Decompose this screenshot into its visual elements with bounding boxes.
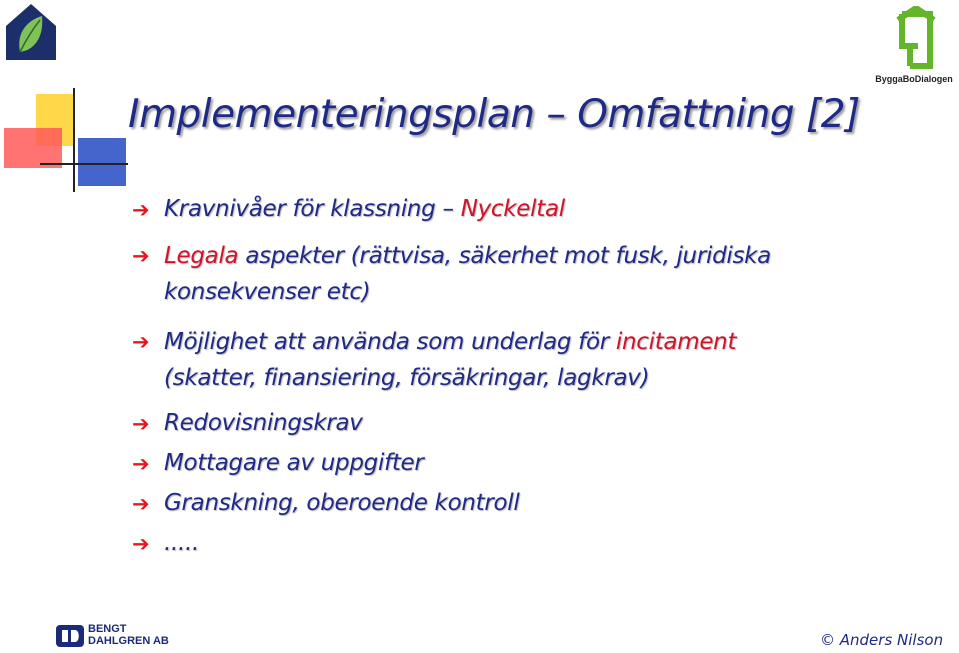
decorative-squares bbox=[0, 88, 130, 192]
bullet-text: Möjlighet att använda som underlag för bbox=[164, 329, 616, 355]
bullet-mottagare bbox=[132, 450, 932, 476]
byggabodialogen-logo bbox=[872, 6, 956, 90]
arrow-icon: ➔ bbox=[132, 412, 150, 436]
copyright-text: © Anders Nilson bbox=[820, 631, 944, 649]
bullet-text: Granskning, oberoende kontroll bbox=[164, 490, 520, 516]
arrow-icon: ➔ bbox=[132, 452, 150, 476]
bullet-text-continued: konsekvenser etc) bbox=[164, 279, 371, 305]
leaf-logo bbox=[4, 2, 58, 62]
bullet-text: Kravnivåer för klassning – bbox=[164, 196, 461, 222]
bullet-kravnivaer bbox=[132, 196, 932, 222]
bullet-text: Redovisningskrav bbox=[164, 410, 363, 436]
bullet-text: ..... bbox=[164, 530, 200, 556]
bullet-highlight: Legala bbox=[164, 243, 239, 269]
bullet-highlight: Nyckeltal bbox=[460, 196, 565, 222]
bullet-list bbox=[132, 192, 932, 556]
bullet-granskning bbox=[132, 490, 932, 516]
arrow-icon: ➔ bbox=[132, 198, 150, 222]
bengt-dahlgren-logo bbox=[56, 623, 196, 649]
byggabodialogen-logo-text: ByggaBoDialogen bbox=[875, 74, 953, 84]
bullet-text-continued: (skatter, finansiering, försäkringar, lagkrav) bbox=[164, 365, 650, 391]
bullet-highlight: incitament bbox=[615, 329, 737, 355]
bullet-text: Mottagare av uppgifter bbox=[164, 450, 424, 476]
arrow-icon: ➔ bbox=[132, 330, 150, 354]
slide-title: Implementeringsplan – Omfattning [2] bbox=[128, 92, 860, 137]
bullet-legala-aspekter bbox=[132, 238, 932, 310]
bullet-ellipsis bbox=[132, 530, 932, 556]
bullet-mojlighet bbox=[132, 324, 932, 396]
arrow-icon: ➔ bbox=[132, 244, 150, 268]
arrow-icon: ➔ bbox=[132, 532, 150, 556]
arrow-icon: ➔ bbox=[132, 492, 150, 516]
bengt-dahlgren-logo-text: BENGT DAHLGREN AB bbox=[88, 623, 169, 647]
bullet-text: aspekter (rättvisa, säkerhet mot fusk, juridiska bbox=[238, 243, 771, 269]
bullet-redovisningskrav bbox=[132, 410, 932, 436]
